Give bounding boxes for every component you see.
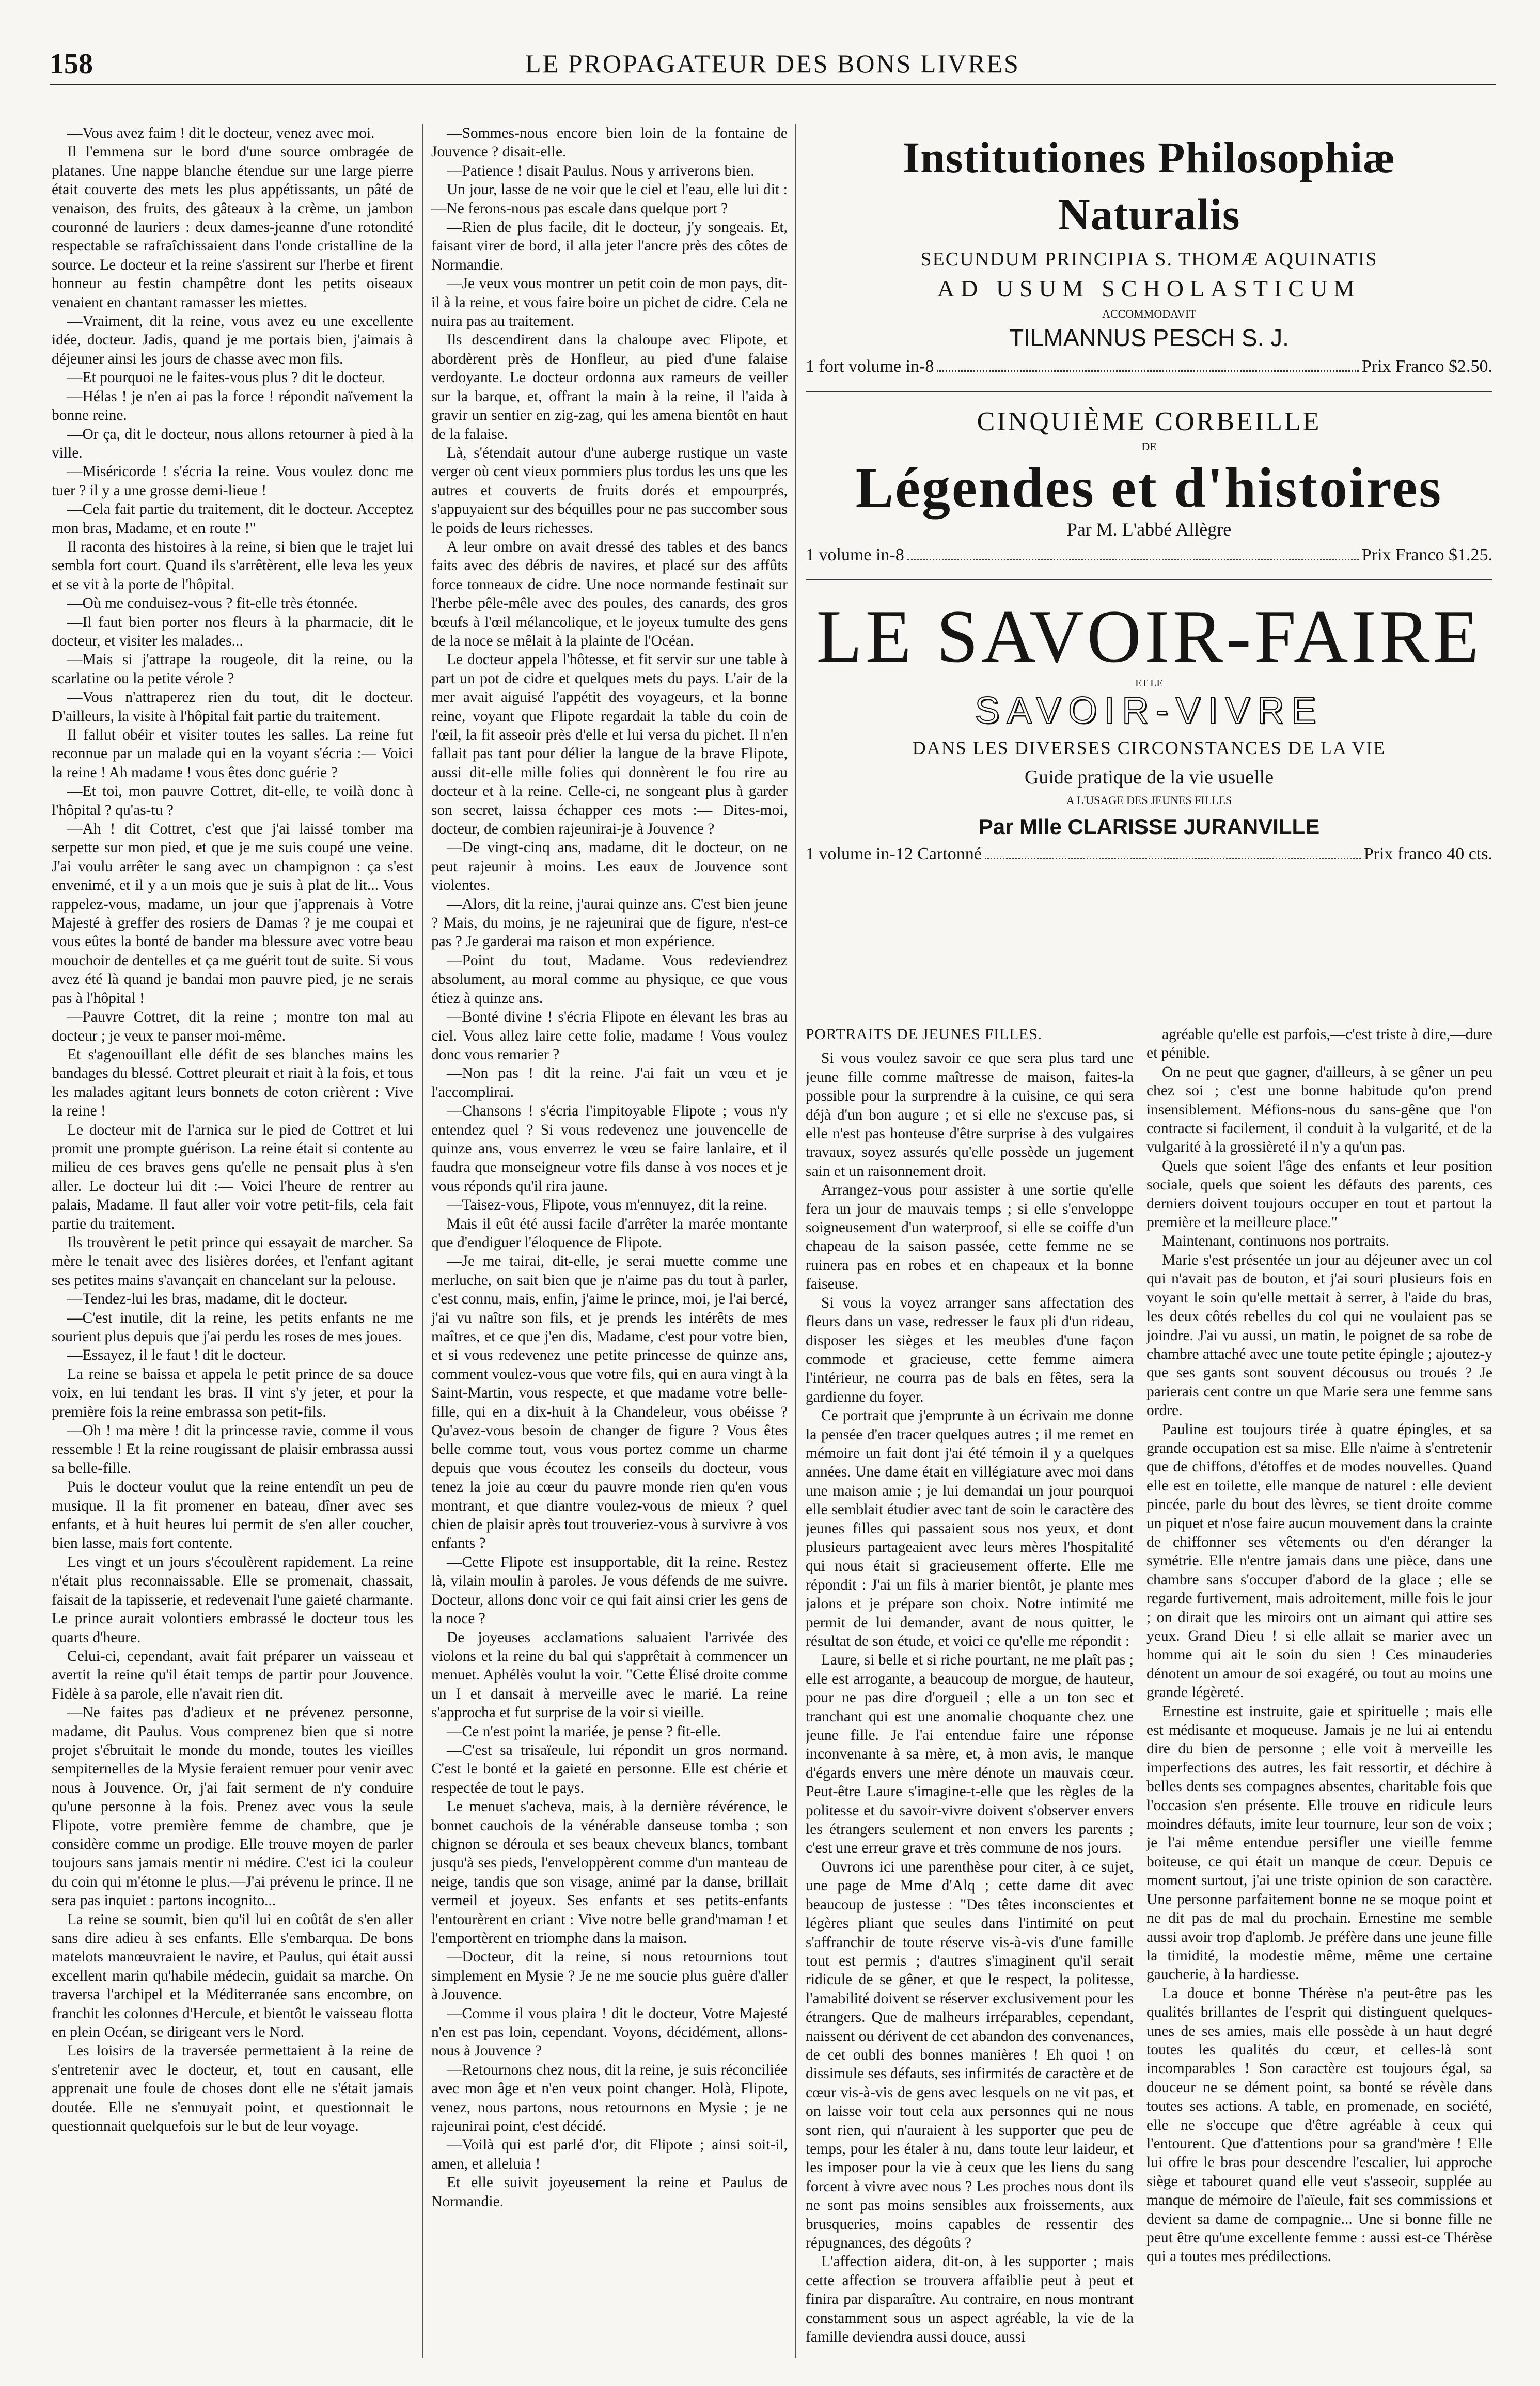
paragraph: —Alors, dit la reine, j'aurai quinze ans. C'est bien jeune ? Mais, du moins, je ne rajeunirai que de figure, n'est-ce pas ? Je garderai ma raison et mon expérience. <box>431 896 788 950</box>
paragraph: Si vous voulez savoir ce que sera plus tard une jeune fille comme maîtresse de maison, faites-la possible pour la surprendre à la cuisine, ce qui sera déjà d'un bon augure ; et si elle ne s'excuse pas, si elle n'est pas honteuse d'être surprise à des vulgaires travaux, soyez assurés qu'elle possède un jugement sain et un raisonnement droit. <box>806 1050 1134 1180</box>
paragraph: —Or ça, dit le docteur, nous allons retourner à pied à la ville. <box>52 426 413 461</box>
ad-corbeille <box>806 406 1492 565</box>
ad-institutiones <box>806 129 1492 376</box>
ad-price-row <box>806 545 1492 565</box>
paragraph: —Essayez, il le faut ! dit le docteur. <box>67 1347 286 1364</box>
paragraph: Un jour, lasse de ne voir que le ciel et l'eau, elle lui dit :—Ne ferons-nous pas escale dans quelque port ? <box>431 181 788 217</box>
paragraph: —Pauvre Cottret, dit la reine ; montre ton mal au docteur ; je veux te panser moi-même. <box>52 1009 413 1044</box>
page-header <box>50 48 1496 85</box>
ad-subtitle: ACCOMMODAVIT <box>1102 307 1196 320</box>
paragraph: Laure, si belle et si riche pourtant, ne me plaît pas ; elle est arrogante, a beaucoup de morgue, de hauteur, pour ne pas dire d'orgueil ; elle a un ton sec et tranchant qui est une anomalie choquante chez une jeune fille. Je l'ai entendue faire une réponse inconvenante à sa mère, et, à mon avis, le manque d'égards envers une mère dénote un mauvais cœur. Peut-être Laure s'imagine-t-elle que les règles de la politesse et du savoir-vivre doivent s'observer envers les étrangers seulement et non envers les parents ; c'est une erreur grave et très commune de nos jours. <box>806 1652 1134 1857</box>
paragraph: —Ce n'est point la mariée, je pense ? fit-elle. <box>447 1723 721 1740</box>
paragraph: —Hélas ! je n'en ai pas la force ! répondit naïvement la bonne reine. <box>52 388 413 424</box>
ad-subtitle: AD USUM SCHOLASTICUM <box>937 275 1361 302</box>
paragraph: —Et toi, mon pauvre Cottret, dit-elle, te voilà donc à l'hôpital ? qu'as-tu ? <box>52 783 413 819</box>
paragraph: L'affection aidera, dit-on, à les supporter ; mais cette affection se trouvera affaiblie peut à peut et finira par disparaître. Au contraire, en nous montrant constamment sous un aspect agréable, la vie de la famille deviendra aussi douce, aussi <box>806 2253 1134 2346</box>
paragraph: —Bonté divine ! s'écria Flipote en élevant les bras au ciel. Vous allez laire cette folie, madame ! Vous voulez donc vous remarier ? <box>431 1009 788 1063</box>
paragraph: Ouvrons ici une parenthèse pour citer, à ce sujet, une page de Mme d'Alq ; cette dame dit avec beaucoup de justesse : "Des têtes inconscientes et légères pliant que seules dans l'intimité on peut s'affranchir de toute réserve vis-à-vis d'une famille tout est permis ; d'autres s'imaginent qu'il serait ridicule de se gêner, et que le respect, la politesse, l'amabilité doivent se réserver exclusivement pour les étrangers. Que de malheurs irréparables, cependant, naissent ou dérivent de cet abandon des convenances, de cet oubli des bonnes manières ! Eh quoi ! on dissimule ses défauts, ses infirmités de caractère et de cœur vis-à-vis de gens avec lesquels on ne vit pas, et on laisse voir tout cela aux personnes qui ne nous sont rien, qui n'auraient à les supporter que peu de temps, pour les étaler à nu, dans toute leur laideur, et les imposer pour la vie à ceux que les liens du sang forcent à vivre avec nous ? Les proches nous dont ils ne sont pas moins sensibles aux froissements, aux brusqueries, moins capables de ressentir des répugnances, des dégoûts ? <box>806 1858 1134 2251</box>
ad-connector: ET LE <box>1135 678 1163 689</box>
paragraph: Pauline est toujours tirée à quatre épingles, et sa grande occupation est sa mise. Elle n'aime à s'entretenir que de chiffons, d'étoffes et de modes nouvelles. Quand elle est en toilette, elle manque de naturel : elle devient pincée, parle du bout des lèvres, se tient droite comme un piquet et n'ose faire aucun mouvement dans la crainte de chiffonner ses vêtements ou d'en déranger la symétrie. Elle n'entre jamais dans une pièce, dans une chambre sans s'occuper d'abord de la glace ; elle se regarde furtivement, mais adroitement, mille fois le jour ; on dirait que les miroirs ont un aimant qui attire ses yeux. Grand Dieu ! si elle allait se marier avec un homme qui ait le soin du sien ! Ces minauderies dénotent un amour de soi exagéré, ou tout au moins une grande légèreté. <box>1146 1421 1492 1701</box>
paragraph: Ernestine est instruite, gaie et spirituelle ; mais elle est médisante et moqueuse. Jamais je ne lui ai entendu dire du bien de personne ; elle voit à merveille les imperfections des autres, les fait ressortir, et déchire à belles dents ses compagnes absentes, charitable fois que l'occasion s'en présente. Elle trouve en ridicule leurs moindres défauts, imite leur tournure, leur son de voix ; je l'ai même entendue persifler une vieille femme boiteuse, ce qui était un manque de cœur. Depuis ce moment surtout, j'ai une triste opinion de son caractère. Une personne parfaitement bonne ne se moque point et ne dit pas de mal du prochain. Ernestine me semble aussi avoir trop d'aplomb. Je préfère dans une jeune fille la timidité, la modestie même, même une certaine gaucherie, à la hardiesse. <box>1146 1703 1492 1983</box>
paragraph: —Comme il vous plaira ! dit le docteur, Votre Majesté n'en est pas loin, cependant. Voyons, décidément, allons-nous à Jouvence ? <box>431 2005 788 2060</box>
ad-divider <box>806 391 1492 392</box>
running-title: LE PROPAGATEUR DES BONS LIVRES <box>525 49 1020 78</box>
paragraph: Les loisirs de la traversée permettaient à la reine de s'entretenir avec le docteur, et, tout en causant, elle apprenait une foule de choses dont elle ne s'était jamais doutée. Elle ne s'ennuyait point, et questionnait le questionnait quelquefois sur le but de leur voyage. <box>52 2043 413 2135</box>
ad-price: Prix Franco $1.25. <box>1361 545 1492 564</box>
story-column-1 <box>52 124 413 2358</box>
paragraph: —Cette Flipote est insupportable, dit la reine. Restez là, vilain moulin à paroles. Je vous défends de me suivre. Docteur, allons donc voir ce qui fait ainsi crier les gens de la noce ? <box>431 1553 788 1627</box>
paragraph: —Taisez-vous, Flipote, vous m'ennuyez, dit la reine. <box>447 1197 767 1214</box>
paragraph: Maintenant, continuons nos portraits. <box>1162 1233 1389 1250</box>
ad-format: 1 fort volume in-8 <box>806 357 934 376</box>
leader-dots <box>937 370 1359 372</box>
ad-subtitle: A L'USAGE DES JEUNES FILLES <box>1066 794 1232 807</box>
paragraph: —Il faut bien porter nos fleurs à la pharmacie, dit le docteur, et visiter les malades... <box>52 614 413 649</box>
ad-author: Par M. L'abbé Allègre <box>1066 519 1232 540</box>
ad-savoir <box>806 595 1492 864</box>
paragraph: —Cela fait partie du traitement, dit le docteur. Acceptez mon bras, Madame, et en route !" <box>52 501 413 537</box>
paragraph: Et s'agenouillant elle défit de ses blanches mains les bandages du blessé. Cottret pleurait et riait à la fois, et tous les malades agitant leurs bonnets de coton crièrent : Vive la reine ! <box>52 1046 413 1120</box>
paragraph: —Mais si j'attrape la rougeole, dit la reine, ou la scarlatine ou la petite vérole ? <box>52 651 413 687</box>
paragraph: De joyeuses acclamations saluaient l'arrivée des violons et la reine du bal qui s'apprêtait à commencer un menuet. Aphélès voulut la voir. "Cette Élisé droite comme un I et dansait à merveille avec le marié. La reine s'approcha et fut surprise de la voir si vieille. <box>431 1629 788 1721</box>
paragraph: —Rien de plus facile, dit le docteur, j'y songeais. Et, faisant virer de bord, il alla jeter l'ancre près des côtes de Normandie. <box>431 219 788 273</box>
ad-subtitle: SECUNDUM PRINCIPIA S. THOMÆ AQUINATIS <box>920 248 1378 270</box>
paragraph: Quels que soient l'âge des enfants et leur position sociale, quels que soient les défauts des parents, ces derniers doivent toujours occuper en tout et partout la première et la meilleure place." <box>1146 1157 1492 1231</box>
paragraph: Ils trouvèrent le petit prince qui essayait de marcher. Sa mère le tenait avec des lisières dorées, et l'enfant agitant ses petites mains s'avançait en chancelant sur la pelouse. <box>52 1234 413 1289</box>
paragraph: La douce et bonne Thérèse n'a peut-être pas les qualités brillantes de l'esprit qui distinguent quelques-unes de ses amies, mais elle possède à un haut degré toutes les qualités du cœur, et celles-là sont incomparables ! Son caractère est toujours égal, sa douceur ne se dément point, sa bonté se révèle dans toutes ses actions. A table, en promenade, en société, elle ne s'occupe que d'être agréable à ceux qui l'entourent. Que d'attentions pour sa grand'mère ! Elle lui offre le bras pour descendre l'escalier, lui approche siège et tabouret quand elle veut s'asseoir, supplée au manque de mémoire de l'aïeule, fait ses commissions et devient sa dame de compagnie... Une si bonne fille ne peut être qu'une excellente femme : aussi est-ce Thérèse qui a toutes mes prédilections. <box>1146 1985 1492 2265</box>
paragraph: Marie s'est présentée un jour au déjeuner avec un col qui n'avait pas de bouton, et j'ai souri plusieurs fois en voyant le soin qu'elle mettait à serrer, à l'aide du bras, les deux côtés rebelles du col qui ne voulaient pas se joindre. J'ai vu aussi, un matin, le poignet de sa robe de chambre attaché avec une toute petite épingle ; ajoutez-y que ses gants sont souvent décousus ou troués ? Je parierais cent contre un que Marie sera une femme sans ordre. <box>1146 1251 1492 1419</box>
paragraph: —C'est inutile, dit la reine, les petits enfants ne me sourient plus depuis que j'ai perdu les roses de mes joues. <box>52 1309 413 1345</box>
paragraph: —Chansons ! s'écria l'impitoyable Flipote ; vous n'y entendez quel ? Si vous redevenez une jouvencelle de quinze ans, vous enverrez le vœu se faire lanlaire, et il faudra que monseigneur votre fils danse à vos noces et je vous réponds qu'il rira jaune. <box>431 1103 788 1195</box>
ad-price: Prix franco 40 cts. <box>1363 844 1492 864</box>
paragraph: Le menuet s'acheva, mais, à la dernière révérence, le bonnet cauchois de la vénérable danseuse tomba ; son chignon se déroula et ses beaux cheveux blancs, tombant jusqu'à ses pieds, l'enveloppèrent comme d'un manteau de neige, tandis que son visage, animé par la danse, brillait vermeil et joyeux. Ses enfants et ses petits-enfants l'entourèrent en criant : Vive notre belle grand'maman ! et l'emportèrent en triomphe dans la maison. <box>431 1798 788 1947</box>
paragraph: A leur ombre on avait dressé des tables et des bancs faits avec des débris de navires, et placé sur des affûts force tonneaux de cidre. Une noce normande festinait sur l'herbe pêle-mêle avec des poules, des canards, des gros bœufs à l'œil mélancolique, et le joyeux tumulte des gens de la noce se mêlait à la plainte de l'Océan. <box>431 538 788 649</box>
ad-author: Par Mlle CLARISSE JURANVILLE <box>978 814 1320 839</box>
column-divider <box>795 124 796 2358</box>
paragraph: —Voilà qui est parlé d'or, dit Flipote ; ainsi soit-il, amen, et alleluia ! <box>431 2137 788 2172</box>
paragraph: —Point du tout, Madame. Vous redeviendrez absolument, au moral comme au physique, ce que vous étiez à quinze ans. <box>431 952 788 1007</box>
paragraph: —Patience ! disait Paulus. Nous y arriverons bien. <box>447 162 755 179</box>
paragraph: —Et pourquoi ne le faites-vous plus ? dit le docteur. <box>67 369 386 386</box>
ad-format: 1 volume in-8 <box>806 545 904 564</box>
paragraph: —Vraiment, dit la reine, vous avez eu une excellente idée, docteur. Jadis, quand je me portais bien, j'aimais à déjeuner ainsi les jours de chasse avec mon fils. <box>52 313 413 367</box>
paragraph: Ils descendirent dans la chaloupe avec Flipote, et abordèrent près de Honfleur, au pied d'une falaise verdoyante. Le docteur ordonna aux rameurs de veiller sur la barque, et, offrant la main à la reine, il l'aida à gravir un sentier en zig-zag, qui les amena bientôt en haut de la falaise. <box>431 332 788 443</box>
paragraph: —Non pas ! dit la reine. J'ai fait un vœu et je l'accomplirai. <box>431 1065 788 1101</box>
ad-main-title: LE SAVOIR-FAIRE <box>816 594 1482 678</box>
page-number: 158 <box>50 48 93 80</box>
paragraph: Mais il eût été aussi facile d'arrêter la marée montante que d'endiguer l'éloquence de Flipote. <box>431 1215 788 1251</box>
ad-main-title: Légendes et d'histoires <box>855 456 1443 519</box>
ad-price-row <box>806 844 1492 864</box>
column-divider <box>422 124 423 2358</box>
paragraph: —Miséricorde ! s'écria la reine. Vous voulez donc me tuer ? il y a une grosse demi-lieue ! <box>52 463 413 499</box>
paragraph: La reine se baissa et appela le petit prince de sa douce voix, en lui tendant les bras. Il vint s'y jeter, et pour la première fois la reine embrassa son petit-fils. <box>52 1365 413 1420</box>
paragraph: Là, s'étendait autour d'une auberge rustique un vaste verger où cent vieux pommiers plus tordus les uns que les autres et couverts de fruits dorés et empourprés, s'appuyaient sur des béquilles pour ne pas succomber sous le poids de leurs richesses. <box>431 444 788 537</box>
ad-subtitle: Guide pratique de la vie usuelle <box>1024 766 1274 788</box>
excerpt-heading: PORTRAITS DE JEUNES FILLES. <box>806 1026 1042 1043</box>
ad-divider <box>806 579 1492 580</box>
excerpt-body <box>806 1049 1134 2346</box>
paragraph: —Vous avez faim ! dit le docteur, venez avec moi. <box>67 125 375 142</box>
paragraph: —C'est sa trisaïeule, lui répondit un gros normand. C'est le bonté et la gaieté en personne. Elle est chérie et respectée de tout le pays. <box>431 1741 788 1796</box>
paragraph: Si vous la voyez arranger sans affectation des fleurs dans un vase, redresser le faux pli d'un rideau, disposer les sièges et les meubles d'une façon commode et gracieuse, cette femme aimera l'intérieur, ne courra pas de bals en fêtes, sera la gardienne du foyer. <box>806 1294 1134 1405</box>
paragraph: —Retournons chez nous, dit la reine, je suis réconciliée avec mon âge et n'en veux point changer. Holà, Flipote, venez, nous partons, nous retournons en Mysie ; je ne rajeunirai point, c'est décidé. <box>431 2061 788 2135</box>
paragraph: agréable qu'elle est parfois,—c'est triste à dire,—dure et pénible. <box>1146 1026 1492 1062</box>
ad-subtitle: DANS LES DIVERSES CIRCONSTANCES DE LA VIE <box>912 737 1386 758</box>
excerpt-column-1 <box>806 1025 1134 2358</box>
paragraph: —Docteur, dit la reine, si nous retournions tout simplement en Mysie ? Je ne me soucie plus guère d'aller à Jouvence. <box>431 1949 788 2003</box>
paragraph: Ce portrait que j'emprunte à un écrivain me donne la pensée d'en tracer quelques autres ; il me remet en mémoire un fait dont j'ai été témoin il y a quelques années. Une dame était en villégiature avec moi dans une maison amie ; je lui demandai un jour pourquoi elle semblait étudier avec tant de soin le caractère des jeunes filles qui passaient sous nos yeux, et dont plusieurs partageaient avec leurs mères l'hospitalité qui nous était si gracieusement offerte. Elle me répondit : J'ai un fils à marier bientôt, je plante mes jalons et je prépare son choix. Notre intimité me permit de lui demander, avant de nous quitter, le résultat de son étude, et voici ce qu'elle me répondit : <box>806 1407 1134 1650</box>
paragraph: —Tendez-lui les bras, madame, dit le docteur. <box>67 1291 348 1308</box>
paragraph: —Vous n'attraperez rien du tout, dit le docteur. D'ailleurs, la visite à l'hôpital fait partie du traitement. <box>52 689 413 725</box>
ad-main-title: SAVOIR-VIVRE <box>975 690 1324 731</box>
paragraph: Il l'emmena sur le bord d'une source ombragée de platanes. Une nappe blanche étendue sur une large pierre était couverte des mets les plus appétissants, un pâté de venaison, des fruits, des gâteaux à la crème, un jambon couronné de lauriers : deux dames-jeanne d'une rotondité respectable se rafraîchissaient dans l'onde cristalline de la source. Le docteur et la reine s'assirent sur l'herbe et firent honneur au festin champêtre dont les petits oiseaux venaient en chantant ramasser les miettes. <box>52 144 413 311</box>
paragraph: Les vingt et un jours s'écoulèrent rapidement. La reine n'était plus reconnaissable. Elle se promenait, chassait, faisait de la tapisserie, et redevenait l'une gaieté charmante. Le prince aurait volontiers embrassé le docteur tous les quarts d'heure. <box>52 1553 413 1646</box>
ad-price: Prix Franco $2.50. <box>1361 357 1492 376</box>
paragraph: La reine se soumit, bien qu'il lui en coûtât de s'en aller sans dire adieu à ses enfants. Elle s'embarqua. De bons matelots manœuvraient le navire, et Paulus, qui était aussi excellent marin qu'habile médecin, guidait sa marche. On traversa l'archipel et la Méditerranée sans encombre, on franchit les colonnes d'Hercule, et bientôt le vaisseau flotta en plein Océan, se dirigeant vers le Nord. <box>52 1911 413 2041</box>
paragraph: —Ah ! dit Cottret, c'est que j'ai laissé tomber ma serpette sur mon pied, et que je me suis coupé une veine. J'ai voulu arrêter le sang avec un champignon : ça s'est envenimé, et il y a un mois que je suis à plat de lit... Vous rappelez-vous, madame, un jour que j'apprenais à Votre Majesté à greffer des rosiers de Damas ? je me coupai et vous eûtes la bonté de bander ma blessure avec votre beau mouchoir de dentelles et ça me guérit tout de suite. Si vous avez été là quand je bandai mon pauvre pied, je ne serais pas à l'hôpital ! <box>52 821 413 1007</box>
leader-dots <box>907 558 1359 560</box>
story-column-2 <box>431 124 788 2358</box>
paragraph: Puis le docteur voulut que la reine entendît un peu de musique. Il la fit promener en bateau, dîner avec ses enfants, et à huit heures lui permit de s'en aller coucher, bien lasse, mais fort contente. <box>52 1479 413 1552</box>
paragraph: Il fallut obéir et visiter toutes les salles. La reine fut reconnue par un malade qui en la voyant s'écria :— Voici la reine ! Ah madame ! vous êtes donc guérie ? <box>52 727 413 781</box>
ad-price-row <box>806 357 1492 376</box>
paragraph: —Sommes-nous encore bien loin de la fontaine de Jouvence ? disait-elle. <box>431 125 788 161</box>
paragraph: Il raconta des histoires à la reine, si bien que le trajet lui sembla fort court. Quand ils s'arrêtèrent, elle leva les yeux et se vit à la porte de l'hôpital. <box>52 538 413 593</box>
paragraph: Le docteur appela l'hôtesse, et fit servir sur une table à part un pot de cidre et quelques mets du pays. L'air de la mer avait aiguisé l'appétit des voyageurs, et la bonne reine, voyant que Flipote regardait la table du coin de l'œil, la fit asseoir près d'elle et lui versa du pichet. Il n'en fallait pas tant pour délier la langue de la brave Flipote, aussi dit-elle mille folies qui donnèrent le fou rire au docteur et à la reine. Celle-ci, ne songeant plus à garder son secret, laissa échapper ces mots :— Dites-moi, docteur, de combien rajeunirai-je à Jouvence ? <box>431 651 788 838</box>
book-advertisements <box>806 124 1492 1015</box>
paragraph: —Ne faites pas d'adieux et ne prévenez personne, madame, dit Paulus. Vous comprenez bien que si notre projet s'ébruitait le monde du monde, toutes les vieilles sempiternelles de la Mysie feraient remuer pour venir avec nous à Jouvence. Or, j'ai fait serment de n'y conduire qu'une personne à la fois. Prenez avec vous la seule Flipote, votre première femme de chambre, que je considère comme un prodige. Elle trouve moyen de parler toujours sans jamais mentir ni médire. C'est ici la couleur du coin qui m'étonne le plus.—J'ai prévenu le prince. Il ne sera pas inquiet : partons incognito... <box>52 1704 413 1909</box>
ad-title: Institutiones Philosophiæ Naturalis <box>902 133 1396 239</box>
paragraph: —Où me conduisez-vous ? fit-elle très étonnée. <box>67 595 358 612</box>
paragraph: —Je veux vous montrer un petit coin de mon pays, dit-il à la reine, et vous faire boire un pichet de cidre. Cela ne nuira pas au traitement. <box>431 275 788 330</box>
paragraph: Et elle suivit joyeusement la reine et Paulus de Normandie. <box>431 2174 788 2210</box>
paragraph: —Oh ! ma mère ! dit la princesse ravie, comme il vous ressemble ! Et la reine rougissant de plaisir embrassa aussi sa belle-fille. <box>52 1422 413 1477</box>
paragraph: Arrangez-vous pour assister à une sortie qu'elle fera un jour de mauvais temps ; si elle s'enveloppe soigneusement d'un waterproof, si elle se coiffe d'un chapeau de la saison passée, cette femme ne se ruinera pas en robes et en chapeaux et la bonne faiseuse. <box>806 1182 1134 1293</box>
leader-dots <box>985 857 1361 859</box>
ad-author: TILMANNUS PESCH S. J. <box>1009 324 1289 351</box>
paragraph: —Je me tairai, dit-elle, je serai muette comme une merluche, on sait bien que je n'aime pas du tout à parler, c'est connu, mais, enfin, j'aime le prince, moi, je l'ai bercé, j'ai vu naître son fils, et je prends les intérêts de mes maîtres, et ce que j'en dis, Madame, c'est pour votre bien, et si vous redevenez une petite princesse de quinze ans, comment voulez-vous que votre fils, qui en aura vingt à la Saint-Martin, vous respecte, et que madame votre belle-fille, qui en a dix-huit à la Chandeleur, vous obéisse ? Qu'avez-vous besoin de changer de figure ? Vous êtes belle comme tout, vous vous portez comme un charme depuis que vous écoutez les conseils du docteur, vous tenez la joie au cœur du pauvre monde rien qu'en vous montrant, et que diantre voulez-vous de mieux ? quel chien de plaisir après tout trouveriez-vous à survivre à vos enfants ? <box>431 1253 788 1552</box>
ad-format: 1 volume in-12 Cartonné <box>806 844 982 864</box>
paragraph: Le docteur mit de l'arnica sur le pied de Cottret et lui promit une prompte guérison. La reine était si contente au milieu de ces braves gens qu'elle ne pensait plus à s'en aller. Le docteur lui dit :— Voici l'heure de rentrer au palais, Madame. Il faut aller voir votre petit-fils, cela fait partie du traitement. <box>52 1121 413 1232</box>
ad-connector: DE <box>1141 440 1157 453</box>
paragraph: On ne peut que gagner, d'ailleurs, à se gêner un peu chez soi ; c'est une bonne habitude qu'on prend insensiblement. Méfions-nous du sans-gêne que l'on contracte si facilement, il conduit à la vulgarité, et de la vulgarité à la grossièreté il n'y a qu'un pas. <box>1146 1063 1492 1156</box>
excerpt-column-2 <box>1146 1025 1492 2358</box>
paragraph: Celui-ci, cependant, avait fait préparer un vaisseau et avertit la reine qu'il était temps de partir pour Jouvence. Fidèle à sa parole, elle n'avait rien dit. <box>52 1647 413 1702</box>
ad-title: CINQUIÈME CORBEILLE <box>977 407 1322 436</box>
paragraph: —De vingt-cinq ans, madame, dit le docteur, on ne peut rajeunir à moins. Les eaux de Jouvence sont violentes. <box>431 839 788 894</box>
